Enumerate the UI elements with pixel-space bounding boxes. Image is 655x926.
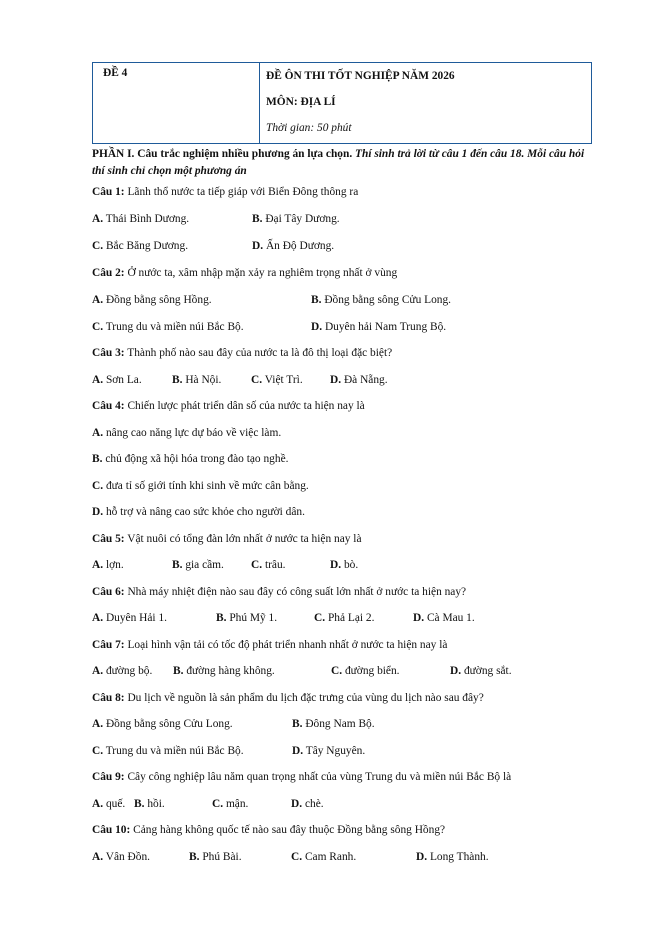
option: D. chè. [291, 798, 324, 810]
option: B. Phú Mỹ 1. [216, 612, 278, 624]
option: A. lợn. [92, 559, 124, 571]
question-label: Câu 9: [92, 771, 125, 783]
option: D. Long Thành. [416, 851, 489, 863]
exam-code: ĐỀ 4 [103, 67, 128, 79]
option: B. Đại Tây Dương. [252, 213, 340, 225]
option: B. Đồng bằng sông Cửu Long. [311, 294, 452, 306]
option: A. quế. [92, 798, 126, 810]
option: D. bò. [330, 559, 359, 571]
question-text: Lãnh thổ nước ta tiếp giáp với Biển Đông thông ra [127, 186, 359, 198]
option: A. Đồng bằng sông Hồng. [92, 294, 212, 306]
question-stem [92, 347, 392, 365]
question-stem [92, 771, 511, 789]
question-label: Câu 3: [92, 347, 125, 359]
question-stem [92, 267, 397, 285]
option: A. Vân Đồn. [92, 851, 151, 863]
question-stem [92, 186, 358, 204]
question-text: Du lịch về nguồn là sản phẩm du lịch đặc trưng của vùng du lịch nào sau đây? [127, 692, 484, 704]
option: A. Duyên Hải 1. [92, 612, 167, 624]
option: B. hồi. [134, 798, 165, 810]
option: D. Ấn Độ Dương. [252, 240, 335, 252]
exam-time: Thời gian: 50 phút [266, 122, 352, 134]
question-text: Cây công nghiệp lâu năm quan trọng nhất của vùng Trung du và miền núi Bắc Bộ là [127, 771, 512, 783]
question-text: Chiến lược phát triển dân số của nước ta hiện nay là [127, 400, 365, 412]
question-stem [92, 533, 362, 551]
option: B. Phú Bài. [189, 851, 242, 863]
question-label: Câu 10: [92, 824, 131, 836]
option: A. Thái Bình Dương. [92, 213, 190, 225]
option: D. đường sắt. [450, 665, 512, 677]
option: C. Trung du và miền núi Bắc Bộ. [92, 745, 244, 757]
question-stem [92, 400, 365, 418]
question-text: Loại hình vận tải có tốc độ phát triển nhanh nhất ở nước ta hiện nay là [127, 639, 448, 651]
question-text: Vật nuôi có tổng đàn lớn nhất ở nước ta hiện nay là [127, 533, 362, 545]
option: D. hỗ trợ và nâng cao sức khỏe cho người dân. [92, 506, 305, 518]
question-label: Câu 4: [92, 400, 125, 412]
option: B. gia cầm. [172, 559, 224, 571]
option: C. mận. [212, 798, 249, 810]
option: D. Cà Mau 1. [413, 612, 475, 624]
option: A. Sơn La. [92, 374, 142, 386]
option: A. nâng cao năng lực dự báo về việc làm. [92, 427, 282, 439]
option: D. Đà Nẵng. [330, 374, 388, 386]
question-text: Cảng hàng không quốc tế nào sau đây thuộc Đồng bằng sông Hồng? [133, 824, 446, 836]
section-instruction: Thí sinh trả lời từ câu 1 đến câu 18. Mỗi câu hỏi thí sinh chỉ chọn một phương án [92, 148, 585, 177]
option: C. Việt Trì. [251, 374, 303, 386]
exam-code-cell [93, 63, 260, 143]
exam-subject: MÔN: ĐỊA LÍ [266, 96, 336, 108]
question-label: Câu 2: [92, 267, 125, 279]
option: C. đưa tỉ số giới tính khi sinh về mức cân bằng. [92, 480, 309, 492]
question-stem [92, 824, 445, 842]
option: D. Tây Nguyên. [292, 745, 366, 757]
option: C. Cam Ranh. [291, 851, 357, 863]
option: A. Đồng bằng sông Cửu Long. [92, 718, 233, 730]
option: B. Đông Nam Bộ. [292, 718, 375, 730]
section-heading [92, 146, 592, 180]
option: C. trâu. [251, 559, 286, 571]
exam-info-cell [260, 63, 591, 143]
question-label: Câu 1: [92, 186, 125, 198]
question-label: Câu 6: [92, 586, 125, 598]
option: B. đường hàng không. [173, 665, 275, 677]
question-stem [92, 586, 466, 604]
question-stem [92, 692, 484, 710]
option: B. Hà Nội. [172, 374, 222, 386]
option: C. Bắc Băng Dương. [92, 240, 189, 252]
option: A. đường bộ. [92, 665, 153, 677]
question-stem [92, 639, 447, 657]
option: B. chủ động xã hội hóa trong đào tạo nghề. [92, 453, 289, 465]
question-label: Câu 8: [92, 692, 125, 704]
question-text: Thành phố nào sau đây của nước ta là đô thị loại đặc biệt? [127, 347, 393, 359]
option: D. Duyên hải Nam Trung Bộ. [311, 321, 447, 333]
question-label: Câu 5: [92, 533, 125, 545]
question-text: Nhà máy nhiệt điện nào sau đây có công suất lớn nhất ở nước ta hiện nay? [127, 586, 467, 598]
question-label: Câu 7: [92, 639, 125, 651]
exam-header-table [92, 62, 592, 144]
exam-title: ĐỀ ÔN THI TỐT NGHIỆP NĂM 2026 [266, 70, 455, 82]
option: C. đường biển. [331, 665, 400, 677]
option: C. Phả Lại 2. [314, 612, 375, 624]
question-text: Ở nước ta, xâm nhập mặn xảy ra nghiêm trọng nhất ở vùng [127, 267, 398, 279]
section-title: PHẦN I. Câu trắc nghiệm nhiều phương án lựa chọn. [92, 148, 353, 160]
option: C. Trung du và miền núi Bắc Bộ. [92, 321, 244, 333]
